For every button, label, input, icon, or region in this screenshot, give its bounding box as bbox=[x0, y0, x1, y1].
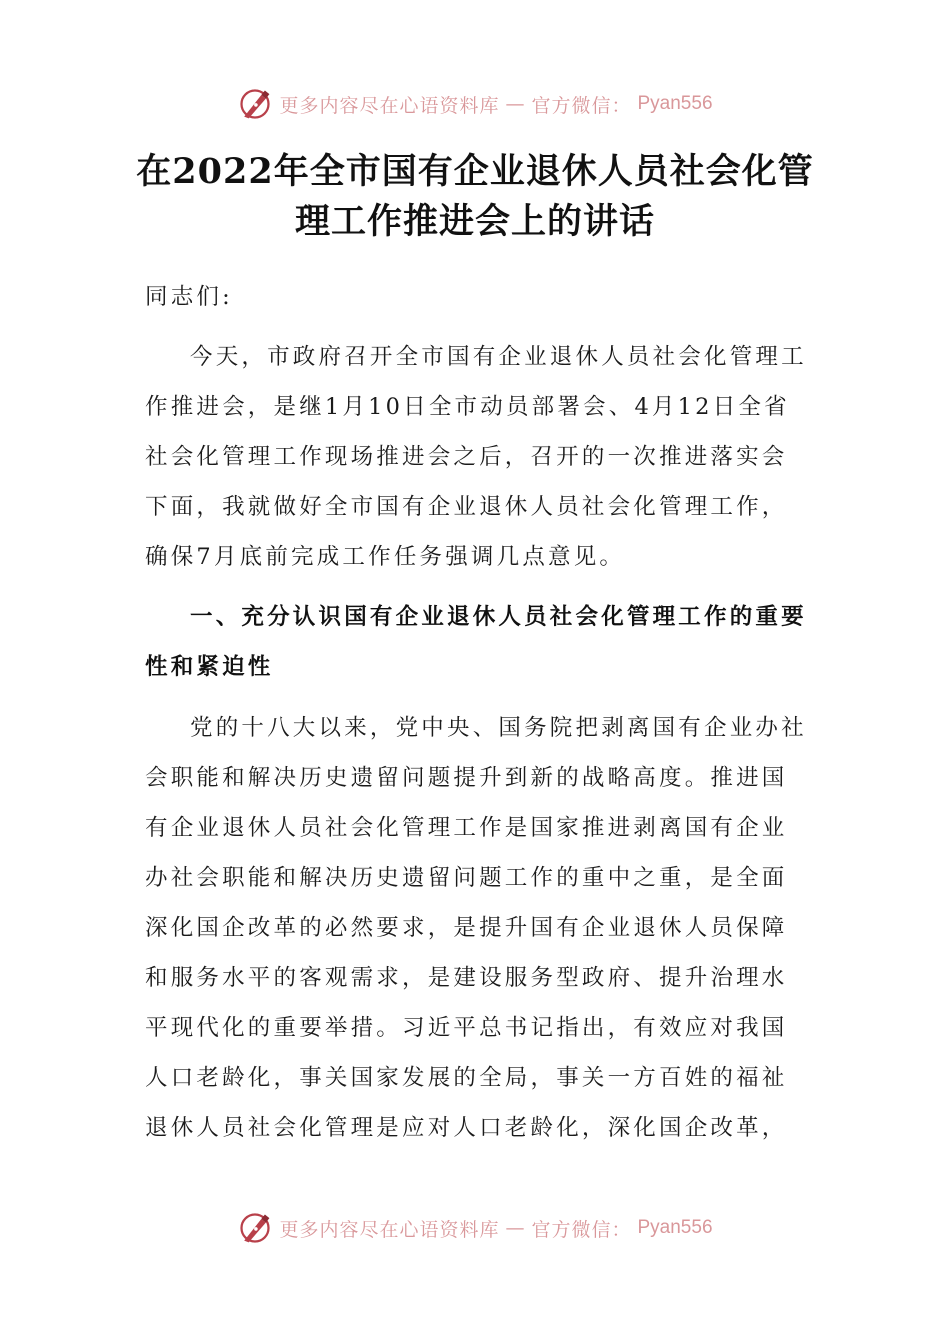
watermark-contact-label: 官方微信： bbox=[531, 94, 632, 117]
body-line: 平现代化的重要举措。习近平总书记指出，有效应对我国 bbox=[145, 1015, 788, 1041]
watermark-wechat-id: Pyan556 bbox=[637, 1217, 713, 1238]
body-line: 办社会职能和解决历史遗留问题工作的重中之重，是全面 bbox=[145, 865, 788, 891]
watermark-wechat-id: Pyan556 bbox=[637, 93, 713, 114]
intro-line: 作推进会，是继1月10日全市动员部署会、4月12日全省 bbox=[145, 394, 790, 420]
watermark-banner-top bbox=[0, 84, 950, 124]
body-line: 党的十八大以来，党中央、国务院把剥离国有企业办社 bbox=[190, 715, 807, 741]
watermark-dash: — bbox=[505, 93, 526, 115]
document-title-line-2: 理工作推进会上的讲话 bbox=[294, 201, 655, 242]
body-line: 会职能和解决历史遗留问题提升到新的战略高度。推进国 bbox=[145, 765, 788, 791]
body-line: 有企业退休人员社会化管理工作是国家推进剥离国有企业 bbox=[145, 815, 788, 841]
document-title-line-1: 在2022年全市国有企业退休人员社会化管 bbox=[136, 151, 814, 192]
watermark-dash: — bbox=[505, 1217, 526, 1239]
section-heading-line-2: 性和紧迫性 bbox=[145, 654, 274, 680]
intro-line: 下面，我就做好全市国有企业退休人员社会化管理工作， bbox=[145, 494, 788, 520]
watermark-promo-text: 更多内容尽在心语资料库 bbox=[279, 94, 500, 117]
body-line: 人口老龄化，事关国家发展的全局，事关一方百姓的福祉 bbox=[145, 1065, 788, 1091]
greeting: 同志们: bbox=[145, 284, 233, 310]
watermark-contact-label: 官方微信： bbox=[531, 1218, 632, 1241]
intro-line: 今天，市政府召开全市国有企业退休人员社会化管理工 bbox=[190, 344, 807, 370]
watermark-promo-text: 更多内容尽在心语资料库 bbox=[279, 1218, 500, 1241]
intro-line: 确保7月底前完成工作任务强调几点意见。 bbox=[145, 544, 626, 570]
body-line: 和服务水平的客观需求，是建设服务型政府、提升治理水 bbox=[145, 965, 788, 991]
pen-nib-logo-icon bbox=[237, 1210, 273, 1246]
body-line: 深化国企改革的必然要求，是提升国有企业退休人员保障 bbox=[145, 915, 788, 941]
pen-nib-logo-icon bbox=[237, 86, 273, 122]
body-line: 退休人员社会化管理是应对人口老龄化，深化国企改革， bbox=[145, 1115, 788, 1141]
intro-line: 社会化管理工作现场推进会之后，召开的一次推进落实会 bbox=[145, 444, 788, 470]
watermark-banner-bottom bbox=[0, 1208, 950, 1248]
section-heading-line-1: 一、充分认识国有企业退休人员社会化管理工作的重要 bbox=[190, 604, 807, 630]
